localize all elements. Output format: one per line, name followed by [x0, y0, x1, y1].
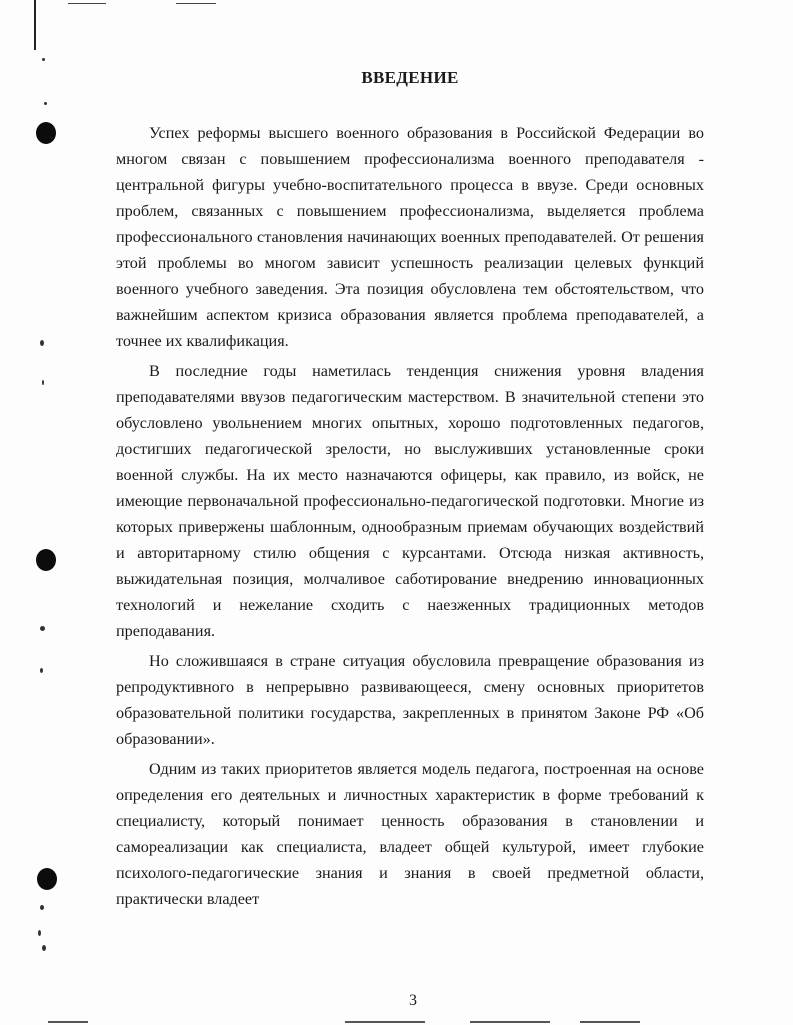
scan-speck	[42, 380, 44, 385]
binding-hole	[36, 122, 56, 144]
scan-speck	[40, 626, 45, 631]
paragraph: В последние годы наметилась тенденция снижения уровня владения преподавателями ввузов педагогическим мастерством. В значительной степени это обусловлено увольнением многих опытных, хорошо подготовленных педагогов, достигших педагогической зрелости, но выслуживших установленные сроки военной службы. На их место назначаются офицеры, как правило, из войск, не имеющие первоначальной профессионально-педагогической подготовки. Многие из которых привержены шаблонным, однообразным приемам обучающих воздействий и авторитарному стилю общения с курсантами. Отсюда низкая активность, выжидательная позиция, молчаливое саботирование внедрению инновационных технологий и нежелание сходить с наезженных традиционных методов преподавания.	[116, 362, 704, 640]
scan-border-line	[34, 0, 36, 50]
paragraph: Одним из таких приоритетов является модель педагога, построенная на основе определения его деятельных и личностных характеристик в форме требований к специалисту, который понимает ценность образования в становлении и самореализации как специалиста, владеет общей культурой, имеет глубокие психолого-педагогические знания и знания в своей предметной области, практически владеет	[116, 760, 704, 908]
scan-speck	[40, 905, 44, 910]
paragraph: Но сложившаяся в стране ситуация обусловила превращение образования из репродуктивного в непрерывно развивающееся, смену основных приоритетов образовательной политики государства, закрепленных в принятом Законе РФ «Об образовании».	[116, 652, 704, 748]
paragraph: Успех реформы высшего военного образования в Российской Федерации во многом связан с повышением профессионализма военного преподавателя - центральной фигуры учебно-воспитательного процесса в ввузе. Среди основных проблем, связанных с повышением профессионализма, выделяется проблема профессионального становления начинающих военных преподавателей. От решения этой проблемы во многом зависит успешность реализации целевых функций военного учебного заведения. Эта позиция обусловлена тем обстоятельством, что важнейшим аспектом кризиса образования является проблема преподавателей, а точнее их квалификация.	[116, 124, 704, 350]
body-text	[116, 120, 704, 916]
scan-speck	[38, 930, 41, 936]
binding-hole	[37, 868, 57, 890]
scan-speck	[40, 340, 44, 346]
scan-top-dash	[68, 3, 106, 4]
scan-bottom-edge	[345, 1021, 425, 1023]
page-number: 3	[409, 992, 417, 1009]
scan-bottom-edge	[580, 1021, 640, 1023]
scan-speck	[40, 668, 43, 673]
scan-speck	[42, 58, 45, 61]
scan-bottom-edge	[470, 1021, 550, 1023]
scan-speck	[42, 945, 46, 951]
page-title: ВВЕДЕНИЕ	[361, 68, 459, 87]
scan-top-dash	[176, 3, 216, 4]
scan-bottom-edge	[48, 1021, 88, 1023]
binding-hole	[36, 549, 56, 571]
scan-speck	[44, 102, 47, 105]
